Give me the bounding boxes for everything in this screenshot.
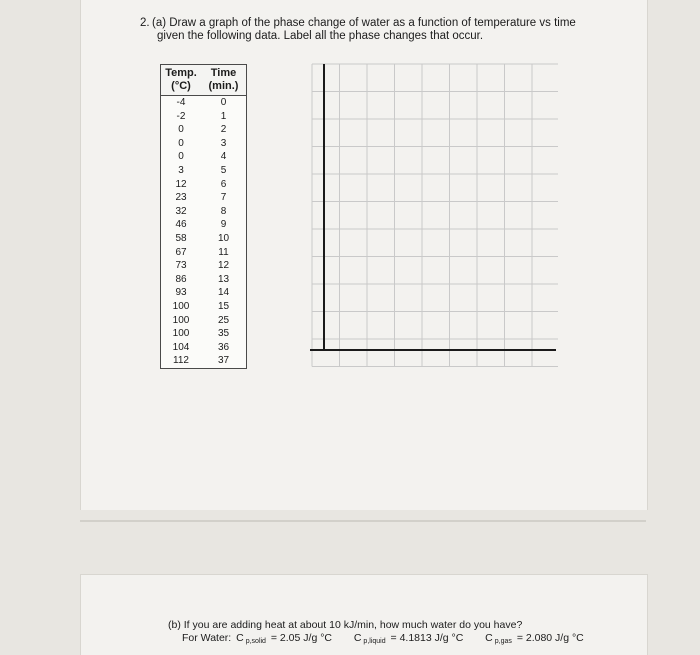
table-row xyxy=(161,327,246,341)
cp-gas-symbol: C xyxy=(485,632,493,644)
table-row xyxy=(161,218,246,232)
temp-cell: 67 xyxy=(175,246,187,258)
table-row xyxy=(161,137,246,151)
temp-cell: 0 xyxy=(178,137,184,149)
time-cell: 37 xyxy=(217,355,230,367)
part-b-question: (b) If you are adding heat at about 10 kJ/min, how much water do you have? xyxy=(168,619,523,631)
temp-header-label: Temp. xyxy=(165,67,197,79)
temp-cell: 100 xyxy=(172,300,190,312)
time-cell: 9 xyxy=(220,219,227,231)
table-row xyxy=(161,205,246,219)
temp-cell: 100 xyxy=(172,328,190,340)
cp-gas xyxy=(485,632,586,644)
time-cell: 15 xyxy=(217,300,230,312)
table-header xyxy=(161,65,246,96)
table-body xyxy=(161,96,246,368)
table-row xyxy=(161,110,246,124)
cp-gas-value: = 2.080 J/g °C xyxy=(516,632,584,644)
time-header-unit: (min.) xyxy=(208,80,239,92)
time-column-header xyxy=(201,67,246,93)
time-cell: 25 xyxy=(217,314,230,326)
temp-cell: 32 xyxy=(175,205,187,217)
table-row xyxy=(161,314,246,328)
temp-cell: 12 xyxy=(175,178,187,190)
cp-liquid-value: = 4.1813 J/g °C xyxy=(390,632,464,644)
time-cell: 35 xyxy=(217,328,230,340)
temp-cell: 73 xyxy=(175,260,187,272)
temp-column-header xyxy=(161,67,201,93)
time-cell: 4 xyxy=(220,151,227,163)
table-row xyxy=(161,300,246,314)
table-row xyxy=(161,354,246,368)
time-cell: 13 xyxy=(217,273,230,285)
time-header-label: Time xyxy=(210,67,237,79)
temp-cell: 3 xyxy=(178,164,184,176)
question-number: 2. xyxy=(140,17,150,29)
temp-cell: -4 xyxy=(176,97,186,108)
time-cell: 11 xyxy=(218,246,229,258)
graph-paper[interactable] xyxy=(310,62,558,376)
table-row xyxy=(161,273,246,287)
cp-liquid-symbol: C xyxy=(353,632,362,644)
temp-header-unit: (°C) xyxy=(171,80,191,92)
time-cell: 14 xyxy=(217,287,230,299)
table-row xyxy=(161,246,246,260)
section-divider xyxy=(80,520,646,522)
temp-cell: -2 xyxy=(176,110,186,122)
table-row xyxy=(161,232,246,246)
time-cell: 2 xyxy=(220,124,227,136)
time-cell: 6 xyxy=(220,178,227,190)
time-cell: 3 xyxy=(220,137,227,149)
cp-solid xyxy=(236,632,334,644)
time-cell: 0 xyxy=(220,97,227,108)
cp-solid-symbol: C xyxy=(236,632,244,644)
table-row xyxy=(161,259,246,273)
cp-solid-value: = 2.05 J/g °C xyxy=(270,632,332,644)
time-cell: 12 xyxy=(217,260,230,272)
temp-cell: 46 xyxy=(175,219,187,231)
temp-cell: 0 xyxy=(178,124,184,136)
question-text-line1: (a) Draw a graph of the phase change of water as a function of temperature vs time xyxy=(152,17,576,29)
temp-cell: 86 xyxy=(175,273,187,285)
time-cell: 5 xyxy=(220,164,227,176)
cp-solid-subscript: p,solid xyxy=(245,638,266,645)
data-table xyxy=(160,64,247,369)
table-row xyxy=(161,178,246,192)
table-row xyxy=(161,123,246,137)
temp-cell: 23 xyxy=(175,192,187,204)
temp-cell: 100 xyxy=(172,314,190,326)
temp-cell: 93 xyxy=(175,287,187,299)
temp-cell: 58 xyxy=(175,232,187,244)
temp-cell: 0 xyxy=(178,151,184,163)
table-row xyxy=(161,286,246,300)
cp-liquid xyxy=(354,632,466,644)
time-cell: 8 xyxy=(220,205,227,217)
question-2b xyxy=(168,619,588,648)
temp-cell: 112 xyxy=(173,355,189,367)
question-text-line2: given the following data. Label all the phase changes that occur. xyxy=(157,30,484,42)
time-cell: 7 xyxy=(220,192,227,204)
table-row xyxy=(161,164,246,178)
time-cell: 10 xyxy=(217,232,230,244)
water-constants xyxy=(182,632,588,648)
for-water-label: For Water: xyxy=(182,632,232,644)
table-row xyxy=(161,150,246,164)
table-row xyxy=(161,341,246,355)
table-row xyxy=(161,96,246,110)
time-cell: 1 xyxy=(220,110,227,122)
cp-liquid-subscript: p,liquid xyxy=(363,638,386,645)
temp-cell: 104 xyxy=(172,341,190,353)
time-cell: 36 xyxy=(217,341,230,353)
cp-gas-subscript: p,gas xyxy=(494,638,512,645)
table-row xyxy=(161,191,246,205)
